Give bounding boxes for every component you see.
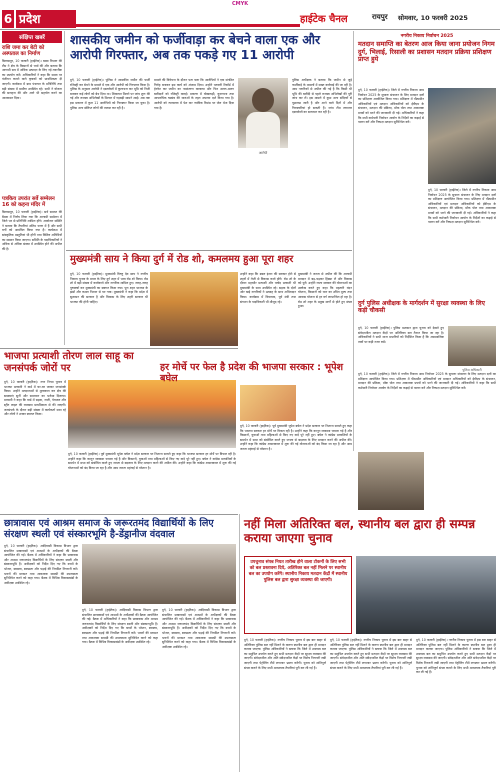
right-kicker: नगरीय निकाय निर्वाचन 2025	[400, 34, 454, 39]
story5-body-1: दुर्ग, 10 फरवरी (हाईटेक)। आदिवासी विकास विभाग द्वारा संचालित छात्रावासों एवं आश्रमों के अधीक्षकों की बैठक आयोजित की गई। बैठक में अधिकारियों ने कहा कि छात्रावास और आश्रम जरूरतमंद विद्यार्थियों के लिए संरक्षण स्थली और संस्कारभूमि हैं। अधीक्षकों को निर्देश दिए गए कि बच्चों के भोजन, स्वास्थ्य, स्वच्छता और पढ़ाई की नियमित निगरानी करें। भवनों की मरम्मत तथा आवश्यक सामग्री की उपलब्धता सुनिश्चित करने को कहा गया। बैठक में विभिन्न विकासखंडों के अधीक्षक उपस्थित रहे।	[4, 544, 78, 585]
right-sub-photo	[448, 326, 496, 366]
story6-body-2: दुर्ग, 10 फरवरी (हाईटेक)। नगरीय निकाय चुनाव में इस बार बाहर से अतिरिक्त पुलिस बल नहीं मिलने के कारण स्थानीय बल द्वारा ही मतदान कराया जाएगा। पुलिस अधिकारियों ने बताया कि जिले में उपलब्ध बल का समुचित उपयोग करते हुए सभी मतदान केंद्रों पर सुरक्षा व्यवस्था की जाएगी। संवेदनशील और अति संवेदनशील केंद्रों पर विशेष निगरानी रखी जाएगी तथा पेट्रोलिंग टीमें लगातार भ्रमण करेंगी। चुनाव को शांतिपूर्ण संपन्न कराने के लिए सभी आवश्यक तैयारियां पूरी कर ली गई हैं।	[330, 638, 412, 670]
right-body-1: दुर्ग, 10 फरवरी (हाईटेक)। जिले में नगरीय निकाय आम निर्वाचन 2025 के सुचारू संचालन के लिए मतदान दलों का प्रशिक्षण आयोजित किया गया। प्रशिक्षण में पीठासीन अधिकारियों एवं मतदान अधिकारियों को ईवीएम के संचालन, मतदान की प्रक्रिया, मॉक पोल तथा आवश्यक प्रपत्रों को भरने की जानकारी दी गई। अधिकारियों ने कहा कि सभी कर्मचारी निर्वाचन आयोग के निर्देशों का कड़ाई से पालन करें और निष्पक्ष मतदान सुनिश्चित करें।	[358, 88, 424, 125]
story5-headline: छात्रावास एवं आश्रम समाज के जरूरतमंद विद्यार्थियों के लिए संरक्षण स्थली एवं संस्कारभूमि है-डेंड्रानीज वंदवाल	[4, 518, 214, 541]
brief1-body: बिलासपुर, 10 फरवरी (हाईटेक)। खाद्य विभाग की टीम ने क्षेत्र के किसानों से चर्चा की और बताया कि आगामी सत्र में अधिक उत्पादन के लिए नई तकनीक का उपयोग करें। अधिकारियों ने कहा कि समय पर पंजीयन कराने वाले कृषकों को प्राथमिकता दी जाएगी। कार्यक्रम में ग्राम पंचायत के प्रतिनिधि तथा बड़ी संख्या में ग्रामीण उपस्थित रहे। सभी ने योजना की सराहना की और आगे भी सहयोग करने का आश्वासन दिया।	[2, 59, 62, 100]
story5-body-2: दुर्ग, 10 फरवरी (हाईटेक)। आदिवासी विकास विभाग द्वारा संचालित छात्रावासों एवं आश्रमों के अधीक्षकों की बैठक आयोजित की गई। बैठक में अधिकारियों ने कहा कि छात्रावास और आश्रम जरूरतमंद विद्यार्थियों के लिए संरक्षण स्थली और संस्कारभूमि हैं। अधीक्षकों को निर्देश दिए गए कि बच्चों के भोजन, स्वास्थ्य, स्वच्छता और पढ़ाई की नियमित निगरानी करें। भवनों की मरम्मत तथा आवश्यक सामग्री की उपलब्धता सुनिश्चित करने को कहा गया। बैठक में विभिन्न विकासखंडों के अधीक्षक उपस्थित रहे।	[82, 608, 158, 645]
story6-quote-box	[244, 556, 352, 634]
story1-caption: आरोपी	[258, 151, 268, 155]
right-sub-body: दुर्ग, 10 फरवरी (हाईटेक)। पुलिस प्रशासन द्वारा चुनाव को देखते हुए संवेदनशील मतदान केंद्रों पर अतिरिक्त बल तैनात किया जा रहा है। अधिकारियों ने सभी थाना प्रभारियों को निर्देशित किया है कि असामाजिक तत्वों पर कड़ी नजर रखें।	[358, 326, 444, 344]
section-title: प्रदेश	[16, 10, 76, 28]
page-number: 6	[3, 12, 13, 26]
story5-photo	[82, 544, 236, 604]
city-name: रायपुर	[372, 13, 388, 21]
story3-photo	[68, 380, 236, 448]
story1-body-1: दुर्ग, 10 फरवरी (हाईटेक)। पुलिस ने शासकीय जमीन की फर्जी रजिस्ट्री कर बेचने के मामले में एक और आरोपी को गिरफ्तार किया है। पुलिस के अनुसार आरोपी ने दस्तावेजों में कूटरचना कर भूमि को निजी बताकर कई लोगों को बेच दिया था। शिकायत मिलने पर जांच शुरू की गई और राजस्व अभिलेखों के मिलान में गड़बड़ी सामने आई। अब तक इस प्रकरण में कुल 11 आरोपियों को गिरफ्तार किया जा चुका है। पुलिस अन्य संलिप्त लोगों की तलाश कर रही है।	[70, 78, 150, 110]
story2-photo-2	[240, 385, 296, 421]
issue-date: सोमवार, 10 फरवरी 2025	[398, 14, 468, 22]
right-subheadline: दुर्ग पुलिस अधीक्षक के मार्गदर्शन में सुरक्षा व्यवस्था के लिए कड़ी चौकसी	[358, 300, 485, 315]
story6-body-3: दुर्ग, 10 फरवरी (हाईटेक)। नगरीय निकाय चुनाव में इस बार बाहर से अतिरिक्त पुलिस बल नहीं मिलने के कारण स्थानीय बल द्वारा ही मतदान कराया जाएगा। पुलिस अधिकारियों ने बताया कि जिले में उपलब्ध बल का समुचित उपयोग करते हुए सभी मतदान केंद्रों पर सुरक्षा व्यवस्था की जाएगी। संवेदनशील और अति संवेदनशील केंद्रों पर विशेष निगरानी रखी जाएगी तथा पेट्रोलिंग टीमें लगातार भ्रमण करेंगी। चुनाव को शांतिपूर्ण संपन्न कराने के लिए सभी आवश्यक तैयारियां पूरी कर ली गई हैं।	[416, 638, 496, 675]
story2-headline: मुख्यमंत्री साय ने किया दुर्ग में रोड शो, कमलमय हुआ पूरा शहर	[70, 254, 294, 265]
brief1-title: राशि जमा कर बेटी को अस्पताल का निर्माण	[2, 45, 45, 57]
print-marker: CMYK	[232, 1, 249, 7]
story6-body-1: दुर्ग, 10 फरवरी (हाईटेक)। नगरीय निकाय चुनाव में इस बार बाहर से अतिरिक्त पुलिस बल नहीं मिलने के कारण स्थानीय बल द्वारा ही मतदान कराया जाएगा। पुलिस अधिकारियों ने बताया कि जिले में उपलब्ध बल का समुचित उपयोग करते हुए सभी मतदान केंद्रों पर सुरक्षा व्यवस्था की जाएगी। संवेदनशील और अति संवेदनशील केंद्रों पर विशेष निगरानी रखी जाएगी तथा पेट्रोलिंग टीमें लगातार भ्रमण करेंगी। चुनाव को शांतिपूर्ण संपन्न कराने के लिए सभी आवश्यक तैयारियां पूरी कर ली गई हैं।	[244, 638, 326, 670]
story2-photo	[150, 272, 238, 346]
column-divider	[64, 31, 65, 345]
story4-headline: हर मोर्चे पर फेल है प्रदेश की भाजपा सरकार : भूपेश बघेल	[160, 362, 344, 385]
right-headline: मतदान समाप्ति का बेतरण आज किया जाना प्रयोजन निगम दुर्ग, भिलाई, रिसाली का प्रशासन मतदान प्रक्रिया प्रशिक्षण प्राप्त हुये	[358, 40, 495, 64]
section-rule	[66, 250, 352, 251]
masthead-rule	[0, 29, 500, 30]
brief2-title: पत्रकिय उपरांत सर्वे सम्मेलन 16 को कहना मंदिर में	[2, 196, 55, 208]
story4-body-2: दुर्ग, 10 फरवरी (हाईटेक)। पूर्व मुख्यमंत्री भूपेश बघेल ने प्रदेश सरकार पर निशाना साधते हुए कहा कि भाजपा सरकार हर मोर्चे पर विफल रही है। उन्होंने कहा कि कानून व्यवस्था चरमरा गई है और किसानों, युवाओं तथा महिलाओं से किए गए वादे पूरे नहीं हुए। बघेल ने कांग्रेस प्रत्याशियों के समर्थन में सभा को संबोधित करते हुए जनता से बदलाव के लिए मतदान करने की अपील की। उन्होंने कहा कि कांग्रेस शासनकाल में शुरू की गई योजनाओं को बंद किया जा रहा है और आम जनता महंगाई से परेशान है।	[240, 424, 352, 451]
story1-photo	[238, 78, 288, 148]
story2-body-3: मुख्यमंत्री ने जनता से अपील की कि आगामी मतदान में बढ़-चढ़कर हिस्सा लें और विकास को चुनें। उन्होंने राज्य सरकार की योजनाओं का उल्लेख करते हुए कहा कि महतारी वंदन योजना, किसानों को धान का उचित मूल्य तथा आवास योजना से हर वर्ग लाभान्वित हो रहा है। रोड शो शहर के प्रमुख मार्गों से होते हुए संपन्न हुआ।	[298, 272, 352, 309]
left-column	[2, 31, 62, 345]
story5-body-3: दुर्ग, 10 फरवरी (हाईटेक)। आदिवासी विकास विभाग द्वारा संचालित छात्रावासों एवं आश्रमों के अधीक्षकों की बैठक आयोजित की गई। बैठक में अधिकारियों ने कहा कि छात्रावास और आश्रम जरूरतमंद विद्यार्थियों के लिए संरक्षण स्थली और संस्कारभूमि हैं। अधीक्षकों को निर्देश दिए गए कि बच्चों के भोजन, स्वास्थ्य, स्वच्छता और पढ़ाई की नियमित निगरानी करें। भवनों की मरम्मत तथा आवश्यक सामग्री की उपलब्धता सुनिश्चित करने को कहा गया। बैठक में विभिन्न विकासखंडों के अधीक्षक उपस्थित रहे।	[162, 608, 236, 649]
right-photo	[428, 88, 496, 184]
story1-headline: शासकीय जमीन को फर्जीवाड़ा कर बेचने वाला एक और आरोपी गिरफ्तार, अब तक पकड़े गए 11 आरोपी	[70, 32, 321, 62]
story1-body-2: मामले की विवेचना के दौरान पता चला कि आरोपियों ने एक संगठित गिरोह बनाकर इस कार्य को अंजाम दिया। उन्होंने पटवारी रिकॉर्ड में हेरफेर कर जमीन का नामांतरण करवाया और फिर अलग-अलग खरीदारों को रजिस्ट्री कराई। प्रकरण में धोखाधड़ी, कूटरचना तथा आपराधिक षड्यंत्र की धाराओं के तहत अपराध दर्ज किया गया है। आरोपी को न्यायालय में पेश कर न्यायिक रिमांड पर जेल भेज दिया गया है।	[154, 78, 234, 110]
story6-quote-text: उपचुनाव संपन्न नियत तारीख होने वाला टोकनों के लिए सभी को बल प्रस्तावना दिये, अतिरिक्त बल नहीं मिलने पर स्थानीय बल का उपयोग करेंगे। स्थानीय निकाय मतदान केंद्रों में स्थानीय पुलिस बल द्वारा सुरक्षा व्यवस्था की जाएगी।	[248, 560, 348, 583]
column-divider	[353, 31, 354, 451]
story3-headline: भाजपा प्रत्याशी तोरण लाल साहू का जनसंपर्क जोरों पर	[4, 351, 134, 374]
page-header	[0, 10, 500, 28]
brief2-body: बिलासपुर, 10 फरवरी (हाईटेक)। सर्व समाज की बैठक में निर्णय लिया गया कि आगामी सम्मेलन में जिले भर से प्रतिनिधि शामिल होंगे। आयोजन समिति ने बताया कि तैयारियां अंतिम चरण में हैं और सभी वर्गों को आमंत्रित किया गया है। कार्यक्रम में सांस्कृतिक प्रस्तुतियां भी होंगी तथा विशिष्ट अतिथियों का सम्मान किया जाएगा। समिति के पदाधिकारियों ने अधिक से अधिक संख्या में उपस्थित होने की अपील की है।	[2, 210, 62, 251]
right-body-3: दुर्ग, 10 फरवरी (हाईटेक)। जिले में नगरीय निकाय आम निर्वाचन 2025 के सुचारू संचालन के लिए मतदान दलों का प्रशिक्षण आयोजित किया गया। प्रशिक्षण में पीठासीन अधिकारियों एवं मतदान अधिकारियों को ईवीएम के संचालन, मतदान की प्रक्रिया, मॉक पोल तथा आवश्यक प्रपत्रों को भरने की जानकारी दी गई। अधिकारियों ने कहा कि सभी कर्मचारी निर्वाचन आयोग के निर्देशों का कड़ाई से पालन करें और निष्पक्ष मतदान सुनिश्चित करें।	[358, 372, 496, 390]
brand-name: हाईटेक चैनल	[300, 14, 348, 25]
story4-body-1: दुर्ग, 10 फरवरी (हाईटेक)। पूर्व मुख्यमंत्री भूपेश बघेल ने प्रदेश सरकार पर निशाना साधते हुए कहा कि भाजपा सरकार हर मोर्चे पर विफल रही है। उन्होंने कहा कि कानून व्यवस्था चरमरा गई है और किसानों, युवाओं तथा महिलाओं से किए गए वादे पूरे नहीं हुए। बघेल ने कांग्रेस प्रत्याशियों के समर्थन में सभा को संबोधित करते हुए जनता से बदलाव के लिए मतदान करने की अपील की। उन्होंने कहा कि कांग्रेस शासनकाल में शुरू की गई योजनाओं को बंद किया जा रहा है और आम जनता महंगाई से परेशान है।	[68, 452, 236, 470]
section-rule	[0, 514, 238, 515]
right-sub-caption: पुलिस अधिकारी	[462, 368, 482, 372]
story6-headline: नहीं मिला अतिरिक्त बल, स्थानीय बल द्वारा ही सम्पन्न कराया जाएगा चुनाव	[244, 517, 476, 546]
story3-body: दुर्ग, 10 फरवरी (हाईटेक)। नगर निगम चुनाव में भाजपा प्रत्याशी ने वार्ड में घर-घर जाकर जनसंपर्क किया। उन्होंने मतदाताओं से मुलाकात कर क्षेत्र की समस्याएं सुनीं और समाधान का भरोसा दिलाया। प्रत्याशी ने कहा कि वार्ड में सड़क, नाली, पेयजल और स्ट्रीट लाइट की व्यवस्था प्राथमिकता से की जाएगी। जनसंपर्क के दौरान बड़ी संख्या में कार्यकर्ता साथ रहे और लोगों ने उनका स्वागत किया।	[4, 380, 66, 417]
column-divider	[239, 514, 240, 772]
section-rule	[0, 348, 238, 349]
story2-body-1: दुर्ग, 10 फरवरी (हाईटेक)। मुख्यमंत्री विष्णु देव साय ने नगरीय निकाय चुनाव के प्रचार के लिए दुर्ग शहर में भव्य रोड शो किया। रोड शो में बड़ी संख्या में कार्यकर्ता और नागरिक शामिल हुए। जगह-जगह पुष्पवर्षा कर मुख्यमंत्री का स्वागत किया गया। पूरा शहर भाजपा के झंडों और कमल निशान से पट गया। मुख्यमंत्री ने कहा कि प्रदेश में सुशासन की सरकार है और विकास के लिए शहरी सरकार भी भाजपा की होनी चाहिए।	[70, 272, 148, 304]
left-column-heading: संक्षिप्त खबरें	[2, 31, 62, 43]
right-bottom-photo	[358, 452, 424, 510]
right-body-2: दुर्ग, 10 फरवरी (हाईटेक)। जिले में नगरीय निकाय आम निर्वाचन 2025 के सुचारू संचालन के लिए मतदान दलों का प्रशिक्षण आयोजित किया गया। प्रशिक्षण में पीठासीन अधिकारियों एवं मतदान अधिकारियों को ईवीएम के संचालन, मतदान की प्रक्रिया, मॉक पोल तथा आवश्यक प्रपत्रों को भरने की जानकारी दी गई। अधिकारियों ने कहा कि सभी कर्मचारी निर्वाचन आयोग के निर्देशों का कड़ाई से पालन करें और निष्पक्ष मतदान सुनिश्चित करें।	[428, 188, 496, 225]
story1-body-3: पुलिस अधीक्षक ने बताया कि जमीन से जुड़े फर्जीवाड़े के मामलों में सख्त कार्रवाई की जा रही है। आम नागरिकों से अपील की गई है कि किसी भी भूमि की खरीदी से पहले राजस्व अभिलेखों की पूरी जांच कर लें। इस मामले में कुछ अन्य संदिग्धों से पूछताछ जारी है और आने वाले दिनों में और गिरफ्तारियां हो सकती हैं। जांच टीम लगातार दस्तावेजों का सत्यापन कर रही है।	[292, 78, 352, 115]
story2-body-2: उन्होंने कहा कि डबल इंजन की सरकार होने से शहरों में तेजी से विकास कार्य होंगे। रोड शो के दौरान महापौर प्रत्याशी और पार्षद प्रत्याशी भी मुख्यमंत्री के साथ उपस्थित रहे। सड़क के दोनों ओर खड़े नागरिकों ने उत्साह के साथ अभिवादन किया। कार्यक्रम में विधायक, पूर्व मंत्री तथा संगठन के पदाधिकारी भी मौजूद रहे।	[240, 272, 296, 304]
header-rule	[76, 24, 300, 27]
story6-photo	[356, 556, 496, 634]
